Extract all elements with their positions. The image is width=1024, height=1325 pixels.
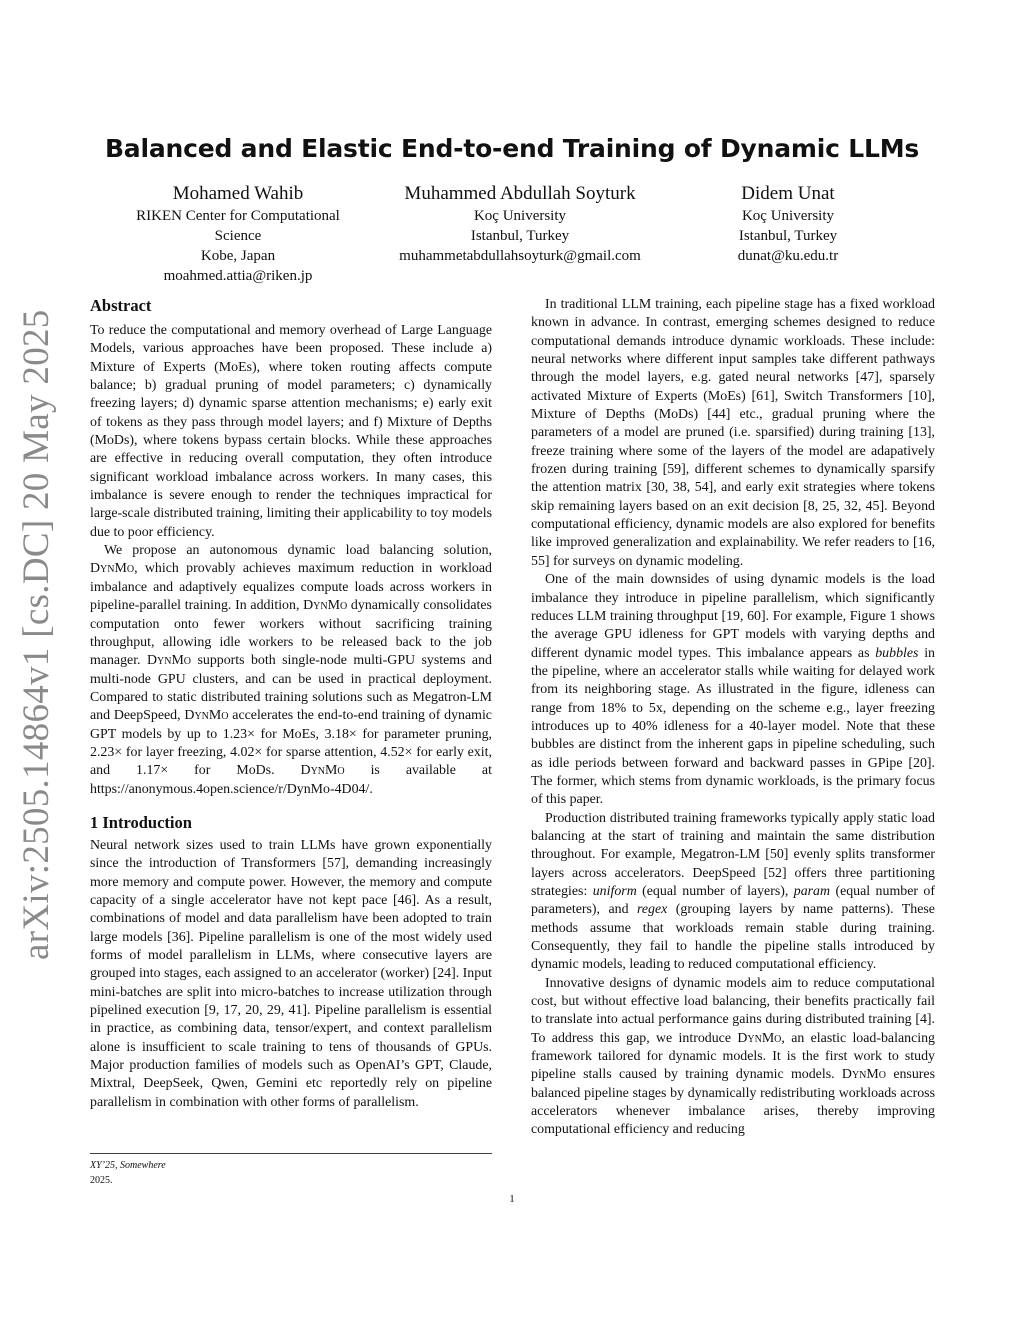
text-span: Innovative designs of dynamic models aim to reduce computational cost, but without effective load balancing, their benefits practically fail to translate into actual performance gains during distributed training [4]. To address this gap, we introduce [531, 975, 935, 1046]
text-span: (grouping layers by name patterns). These methods assume that workloads remain stable during training. Consequently, they fail to handle the pipeline stalls introduced by dynamic models, leading to reduced computational efficiency. [531, 902, 935, 973]
author-affiliation: Koç University [473, 208, 567, 224]
system-name: DynMo [303, 598, 348, 614]
system-name: DynMo [300, 763, 345, 779]
author-affiliation: Koç University [741, 208, 835, 224]
abstract-heading: Abstract [90, 296, 152, 315]
abstract-paragraph-2 [90, 542, 492, 799]
system-name: DynMo [737, 1030, 782, 1046]
author-name: Didem Unat [741, 183, 835, 204]
system-name: DynMo [90, 561, 135, 577]
text-span: One of the main downsides of using dynamic models is the load imbalance they introduce in pipeline parallelism, which significantly reduces LLM training throughput [19, 60]. For example, Figure 1 shows the average GPU idleness for GPT models with varying depths and different dynamic model types. This imbalance appears as [531, 572, 935, 661]
text-span: (equal number of parameters), and [531, 884, 935, 918]
footnote-year: 2025. [90, 1175, 113, 1186]
text-span: , which provably achieves maximum reduction in workload imbalance and adaptively equalizes compute loads across workers in pipeline-parallel training. In addition, [90, 561, 492, 614]
arxiv-identifier: arXiv:2505.14864v1 [cs.DC] 20 May 2025 [16, 309, 57, 960]
text-span: accelerates the end-to-end training of dynamic GPT models by up to 1.23× for MoEs, 3.18× for parameter pruning, 2.23× for layer freezing, 4.02× for sparse attention, 4.52× for early exit, and 1.17× for MoDs. [90, 708, 492, 779]
emphasis-term: param [793, 884, 831, 899]
text-span: in the pipeline, where an accelerator stalls while waiting for delayed work from its neighboring stage. As illustrated in the figure, idleness can range from 18% to 5x, depending on the scheme e.g., layer freezing introduces up to 40% idleness for a 40-layer model. Note that these bubbles are distinct from the inherent gaps in pipeline scheduling, such as idle periods between forward and backward passes in GPipe [20]. The former, which stems from dynamic workloads, is the primary focus of this paper. [531, 645, 935, 808]
author-location: Istanbul, Turkey [738, 228, 838, 244]
repository-link[interactable]: is available at https://anonymous.4open.science/r/DynMo-4D04/. [90, 763, 492, 797]
author-location: Istanbul, Turkey [470, 228, 570, 244]
intro-paragraph-4 [531, 810, 935, 975]
system-name: DynMo [146, 653, 192, 669]
author-name: Muhammed Abdullah Soyturk [404, 183, 636, 204]
footnote-divider [90, 1153, 492, 1154]
intro-paragraph-5 [531, 975, 935, 1140]
author-email[interactable]: moahmed.attia@riken.jp [163, 268, 313, 284]
author-name: Mohamed Wahib [172, 183, 304, 204]
author-block [380, 182, 660, 266]
left-column [90, 296, 492, 1112]
text-span: dynamically consolidates computation onto fewer workers without sacrificing training throughput, allowing idle workers to be released back to the job manager. [90, 598, 492, 669]
text-span: (equal number of layers), [642, 884, 789, 899]
text-span: ensures balanced pipeline stages by dynamically redistributing workloads across accelerators whenever imbalance arises, thereby improving computational efficiency and reducing [531, 1067, 935, 1138]
intro-paragraph-1: Neural network sizes used to train LLMs have grown exponentially since the introduction of Transformers [57], demanding increasingly more memory and compute power. However, the memory and compute capacity of a single accelerator have not kept pace [46]. As a result, combinations of model and data parallelism have been adopted to train large models [36]. Pipeline parallelism is one of the most widely used forms of model parallelism in LLMs, where consecutive layers are grouped into stages, each assigned to an accelerator (worker) [24]. Input mini-batches are split into micro-batches to increase utilization through pipelined execution [9, 17, 20, 29, 41]. Pipeline parallelism is essential in practice, as combining data, tensor/expert, and context parallelism alone is insufficient to scale training to tens of thousands of GPUs. Major production families of models such as OpenAI’s GPT, Claude, Mixtral, DeepSeek, Qwen, Gemini etc reportedly rely on pipeline parallelism in combination with other forms of parallelism. [90, 837, 492, 1110]
intro-paragraph-3 [531, 571, 935, 809]
paper-title: Balanced and Elastic End-to-end Training of Dynamic LLMs [104, 134, 920, 163]
author-email[interactable]: dunat@ku.edu.tr [737, 248, 839, 264]
emphasis-term: uniform [592, 884, 637, 899]
text-span: Production distributed training frameworks typically apply static load balancing at the start of training and maintain the same distribution throughout. For example, Megatron-LM [50] evenly splits transformer layers across accelerators. DeepSpeed [52] offers three partitioning strategies: [531, 810, 935, 899]
text-span: supports both single-node multi-GPU systems and multi-node GPU clusters, and can be used in practical deployment. Compared to static distributed training solutions such as Megatron-LM and DeepSpeed, [90, 653, 492, 724]
author-location: Kobe, Japan [200, 248, 276, 264]
introduction-heading: 1 Introduction [90, 812, 192, 832]
system-name: DynMo [841, 1067, 886, 1083]
abstract-paragraph-1: To reduce the computational and memory overhead of Large Language Models, various approaches have been proposed. These include a) Mixture of Experts (MoEs), where token routing affects compute balance; b) gradual pruning of model parameters; c) dynamically freezing layers; d) dynamic sparse attention mechanisms; e) early exit of tokens as they pass through model layers; and f) Mixture of Depths (MoDs), where tokens bypass certain blocks. While these approaches are effective in reducing overall computation, they often introduce significant workload imbalance across workers. In many cases, this imbalance is severe enough to render the techniques impractical for large-scale distributed training, limiting their applicability to toy models due to poor efficiency. [90, 323, 492, 540]
footnote-venue: XY’25, Somewhere [90, 1160, 166, 1171]
text-span: , an elastic load-balancing framework tailored for dynamic models. It is the first work to study pipeline stalls caused by training dynamic models. [531, 1030, 935, 1083]
footnote [90, 1158, 166, 1188]
author-block [100, 182, 376, 286]
author-block [690, 182, 886, 266]
text-span: We propose an autonomous dynamic load balancing solution, [104, 543, 492, 559]
intro-paragraph-2: In traditional LLM training, each pipeline stage has a fixed workload known in advance. In contrast, emerging schemes designed to reduce computational demands introduce dynamic workloads. These include: neural networks where different input samples take different pathways through the model layers, e.g. gated neural networks [47], sparsely activated Mixture of Experts (MoEs) [61], Switch Transformers [10], Mixture of Depths (MoDs) [44] etc., gradual pruning where the parameters of a model are pruned (i.e. sparsified) during training [13], freeze training where some of the layers of the model are adapatively frozen during training [59], different schemes to dynamically sparsify the attention matrix [30, 38, 54], and early exit strategies where tokens skip remaining layers based on an exit decision [8, 25, 32, 45]. Beyond computational efficiency, dynamic models are also explored for benefits like improved generalization and explainability. We refer readers to [16, 55] for surveys on dynamic modeling. [531, 297, 935, 569]
emphasis-term: regex [637, 902, 668, 918]
emphasis-term: bubbles [875, 645, 919, 661]
author-affiliation: RIKEN Center for Computational [136, 208, 340, 224]
author-email[interactable]: muhammetabdullahsoyturk@gmail.com [399, 248, 641, 264]
page-number: 1 [509, 1193, 515, 1205]
system-name: DynMo [184, 708, 229, 724]
author-affiliation-cont: Science [214, 228, 262, 244]
right-column [531, 296, 935, 1140]
